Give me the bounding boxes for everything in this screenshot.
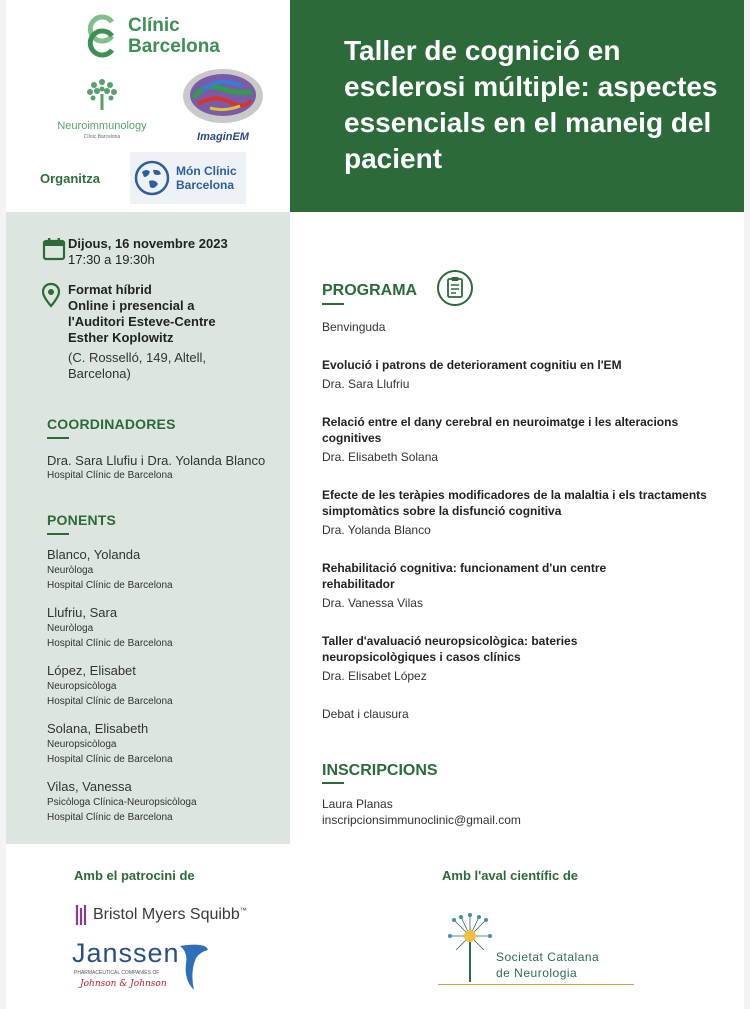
speaker-item <box>47 721 277 767</box>
inscripcions-underline <box>322 782 344 784</box>
speaker-item <box>47 663 277 709</box>
bms-mark-icon <box>74 903 88 927</box>
bms-name: Bristol Myers Squibb <box>93 906 240 923</box>
speaker-name: López, Elisabet <box>47 663 136 678</box>
scn-underline <box>438 984 634 985</box>
neuroimmunology-sub: Clínic Barcelona <box>83 134 121 140</box>
scn-tree-icon <box>448 912 492 982</box>
janssen-arc-icon <box>176 940 212 994</box>
jnj-name: Johnson & Johnson <box>80 979 167 989</box>
calendar-icon <box>42 236 68 262</box>
neuroimmunology-name: Neuroimmunology <box>57 120 147 132</box>
speaker-item <box>47 779 277 825</box>
title-banner <box>290 0 744 212</box>
speaker-hospital: Hospital Clínic de Barcelona <box>47 580 173 591</box>
speaker-role: Neuropsicòloga <box>47 739 117 750</box>
program-item-speaker: Dra. Yolanda Blanco <box>322 523 431 537</box>
speaker-item <box>47 547 277 593</box>
speaker-name: Llufriu, Sara <box>47 605 118 620</box>
programa-closing: Debat i clausura <box>322 707 409 721</box>
speaker-name: Solana, Elisabeth <box>47 721 149 736</box>
clinic-barcelona-logo <box>82 12 220 60</box>
bms-logo <box>74 903 247 927</box>
brain-scan-icon <box>180 68 266 124</box>
coordinadores-names: Dra. Sara Llufiu i Dra. Yolanda Blanco <box>47 453 266 468</box>
clinic-mark-icon <box>82 12 120 60</box>
neuro-tree-icon <box>83 76 121 112</box>
mon-logo-line2: Barcelona <box>176 178 235 192</box>
aval-heading: Amb l'aval científic de <box>442 868 579 883</box>
inscripcions-email[interactable]: inscripcionsimmunoclinic@gmail.com <box>322 813 521 827</box>
clinic-logo-line2: Barcelona <box>128 36 220 57</box>
globe-icon <box>134 160 170 196</box>
clinic-logo-line1: Clínic <box>128 15 180 36</box>
organitza-label: Organitza <box>40 171 100 186</box>
location-line-4: Esther Koplowitz <box>68 330 174 345</box>
logos-panel <box>6 0 290 212</box>
program-item <box>322 357 722 392</box>
program-item-speaker: Dra. Elisabet López <box>322 669 427 683</box>
bms-tm: ™ <box>239 907 247 915</box>
speaker-role: Neuròloga <box>47 565 94 576</box>
programa-welcome: Benvinguda <box>322 320 386 334</box>
address-line-1: (C. Rosselló, 149, Altell, <box>68 350 207 365</box>
programa-heading: PROGRAMA <box>322 282 418 299</box>
speaker-name: Vilas, Vanessa <box>47 779 132 794</box>
ponents-underline <box>47 533 69 535</box>
coordinadores-heading: COORDINADORES <box>47 416 176 432</box>
poster <box>6 0 744 1009</box>
speaker-role: Neuròloga <box>47 623 94 634</box>
event-location <box>42 282 216 382</box>
neuroimmunology-logo <box>32 76 172 140</box>
speaker-hospital: Hospital Clínic de Barcelona <box>47 638 173 649</box>
speaker-item <box>47 605 277 651</box>
patrocini-heading: Amb el patrocini de <box>74 868 195 883</box>
program-item <box>322 560 682 611</box>
ponents-heading: PONENTS <box>47 512 117 528</box>
coordinadores-underline <box>47 437 69 439</box>
program-item-speaker: Dra. Elisabeth Solana <box>322 450 439 464</box>
scn-line-2: de Neurologia <box>496 966 578 980</box>
speaker-name: Blanco, Yolanda <box>47 547 141 562</box>
location-line-1: Format híbrid <box>68 282 152 297</box>
mon-clinic-logo <box>130 152 246 204</box>
coordinadores-hospital: Hospital Clínic de Barcelona <box>47 470 173 481</box>
speaker-hospital: Hospital Clínic de Barcelona <box>47 754 173 765</box>
speaker-role: Psicòloga Clínica-Neuropsicòloga <box>47 797 197 808</box>
program-item-title: Relació entre el dany cerebral en neuroimatge i les alteracions cognitives <box>322 415 679 445</box>
speaker-hospital: Hospital Clínic de Barcelona <box>47 696 173 707</box>
program-item <box>322 633 682 684</box>
program-item <box>322 487 722 538</box>
janssen-logo <box>72 938 212 996</box>
program-item-title: Efecte de les teràpies modificadores de la malaltia i els tractaments simptomàtics sobre la disfunció cognitiva <box>322 488 707 518</box>
speaker-hospital: Hospital Clínic de Barcelona <box>47 812 173 823</box>
event-time-text: 17:30 a 19:30h <box>68 252 155 267</box>
scn-logo <box>438 912 634 986</box>
program-item-speaker: Dra. Vanessa Vilas <box>322 596 423 610</box>
location-pin-icon <box>42 282 68 308</box>
event-date <box>42 236 228 268</box>
program-item-title: Taller d'avaluació neuropsicològica: bateries neuropsicològiques i casos clínics <box>322 634 578 664</box>
programa-underline <box>322 303 344 305</box>
imaginem-name: ImaginEM <box>197 131 249 143</box>
location-line-2: Online i presencial a <box>68 298 195 313</box>
program-item-title: Evolució i patrons de deteriorament cognitiu en l'EM <box>322 358 622 372</box>
program-item <box>322 414 722 465</box>
event-date-text: Dijous, 16 novembre 2023 <box>68 236 228 251</box>
location-line-3: l'Auditori Esteve-Centre <box>68 314 216 329</box>
janssen-sub: PHARMACEUTICAL COMPANIES OF <box>74 970 160 976</box>
clipboard-icon <box>436 269 474 307</box>
speaker-role: Neuropsicòloga <box>47 681 117 692</box>
scn-line-1: Societat Catalana <box>496 950 600 964</box>
imaginem-logo <box>180 68 266 143</box>
page-title: Taller de cognició en esclerosi múltiple: aspectes essencials en el maneig del pacient <box>344 35 718 174</box>
mon-logo-line1: Món Clínic <box>176 164 237 178</box>
program-item-speaker: Dra. Sara Llufriu <box>322 377 410 391</box>
janssen-name: Janssen <box>72 938 180 968</box>
program-item-title: Rehabilitació cognitiva: funcionament d'un centre rehabilitador <box>322 561 607 591</box>
inscripcions-heading: INSCRIPCIONS <box>322 762 438 779</box>
address-line-2: Barcelona) <box>68 366 131 381</box>
inscripcions-contact: Laura Planas <box>322 797 393 811</box>
